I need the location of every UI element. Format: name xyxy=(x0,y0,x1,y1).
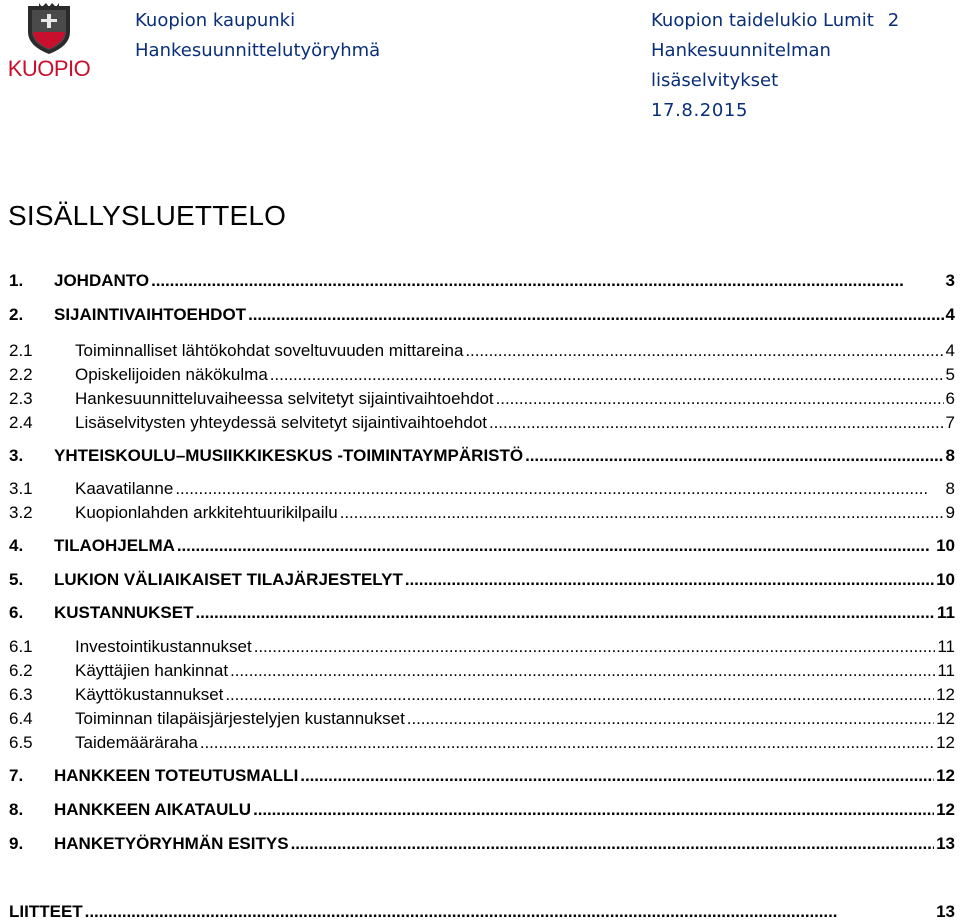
toc-entry-page: 12 xyxy=(936,685,955,704)
toc-entry-page: 4 xyxy=(945,305,955,324)
toc-entry-title: Hankesuunnitteluvaiheessa selvitetyt sijaintivaihtoehdot xyxy=(75,389,494,408)
toc-dot-leader xyxy=(177,536,934,556)
toc-entry-title: YHTEISKOULU–MUSIIKKIKESKUS -TOIMINTAYMPÄRISTÖ xyxy=(54,446,524,465)
toc-entry-title: Opiskelijoiden näkökulma xyxy=(75,365,268,384)
toc-dot-leader xyxy=(85,902,934,922)
toc-entry-title: TILAOHJELMA xyxy=(54,536,175,555)
toc-entry-title: Toiminnalliset lähtökohdat soveltuvuuden mittareina xyxy=(75,341,464,360)
header-left xyxy=(135,6,380,66)
toc-entry-title: Käyttökustannukset xyxy=(75,685,224,704)
toc-entry-page: 11 xyxy=(937,603,955,622)
toc-entry[interactable] xyxy=(9,305,955,327)
toc-dot-leader xyxy=(200,733,934,753)
toc-entry[interactable] xyxy=(9,637,955,659)
toc-dot-leader xyxy=(300,766,934,786)
toc-dot-leader xyxy=(407,709,934,729)
toc-entry-page: 12 xyxy=(936,709,955,728)
toc-dot-leader xyxy=(230,661,935,681)
toc-entry[interactable] xyxy=(9,341,955,363)
toc-entry-page: 11 xyxy=(937,661,955,680)
toc-dot-leader xyxy=(465,341,943,361)
toc-entry-page: 11 xyxy=(937,637,955,656)
toc-entry-number: 7. xyxy=(9,766,24,785)
toc-entry-number: 2.2 xyxy=(9,365,33,384)
toc-entry-page: 10 xyxy=(936,536,955,555)
toc-entry-title: HANKKEEN TOTEUTUSMALLI xyxy=(54,766,299,785)
organization-unit: Hankesuunnittelutyöryhmä xyxy=(135,40,381,61)
document-type-line2: lisäselvitykset xyxy=(651,70,779,91)
toc-entry[interactable] xyxy=(9,661,955,683)
toc-dot-leader xyxy=(225,685,934,705)
toc-dot-leader xyxy=(248,305,943,325)
toc-entry[interactable] xyxy=(9,603,955,625)
toc-dot-leader xyxy=(151,271,943,291)
toc-dot-leader xyxy=(405,570,934,590)
toc-entry-page: 6 xyxy=(945,389,955,408)
toc-entry-number: 2. xyxy=(9,305,24,324)
toc-entry-number: 9. xyxy=(9,834,24,853)
toc-entry-title: Kaavatilanne xyxy=(75,479,174,498)
toc-dot-leader xyxy=(195,603,935,623)
document-type-line1: Hankesuunnitelman xyxy=(651,40,831,61)
toc-dot-leader xyxy=(340,503,944,523)
toc-entry-title: Käyttäjien hankinnat xyxy=(75,661,229,680)
toc-entry-title: Kuopionlahden arkkitehtuurikilpailu xyxy=(75,503,338,522)
toc-entry[interactable] xyxy=(9,446,955,468)
toc-entry-page: 3 xyxy=(945,271,955,290)
toc-entry-number: 6. xyxy=(9,603,24,622)
toc-entry-number: 2.3 xyxy=(9,389,33,408)
toc-entry[interactable] xyxy=(9,733,955,755)
toc-entry[interactable] xyxy=(9,766,955,788)
toc-entry-number: 4. xyxy=(9,536,24,555)
toc-dot-leader xyxy=(254,637,936,657)
toc-entry[interactable] xyxy=(9,413,955,435)
toc-entry-page: 9 xyxy=(945,503,955,522)
toc-entry[interactable] xyxy=(9,389,955,411)
header-right xyxy=(651,6,899,126)
toc-entry-title: LIITTEET xyxy=(9,902,83,921)
toc-dot-leader xyxy=(291,834,935,854)
toc-entry-number: 6.2 xyxy=(9,661,33,680)
toc-entry-title: HANKETYÖRYHMÄN ESITYS xyxy=(54,834,289,853)
toc-entry-title: SIJAINTIVAIHTOEHDOT xyxy=(54,305,247,324)
document-date: 17.8.2015 xyxy=(651,100,749,121)
toc-entry[interactable] xyxy=(9,365,955,387)
toc-entry[interactable] xyxy=(9,800,955,822)
toc-entry-page: 4 xyxy=(945,341,955,360)
organization-name: Kuopion kaupunki xyxy=(135,10,296,31)
toc-dot-leader xyxy=(175,479,943,499)
toc-entry-number: 2.4 xyxy=(9,413,33,432)
toc-entry-number: 6.4 xyxy=(9,709,33,728)
toc-dot-leader xyxy=(496,389,944,409)
toc-entry-title: Toiminnan tilapäisjärjestelyjen kustannukset xyxy=(75,709,405,728)
toc-entry[interactable] xyxy=(9,479,955,501)
toc-entry-page: 5 xyxy=(945,365,955,384)
toc-entry-title: Lisäselvitysten yhteydessä selvitetyt sijaintivaihtoehdot xyxy=(75,413,487,432)
toc-dot-leader xyxy=(270,365,944,385)
toc-dot-leader xyxy=(253,800,934,820)
toc-title: SISÄLLYSLUETTELO xyxy=(8,200,287,231)
toc-entry-title: LUKION VÄLIAIKAISET TILAJÄRJESTELYT xyxy=(54,570,403,589)
toc-entry-page: 13 xyxy=(936,834,955,853)
toc-entry-title: Taidemääräraha xyxy=(75,733,198,752)
toc-entry-page: 13 xyxy=(936,902,955,921)
toc-entry-page: 12 xyxy=(936,733,955,752)
toc-dot-leader xyxy=(489,413,944,433)
document-project xyxy=(651,6,899,36)
toc-entry-page: 10 xyxy=(936,570,955,589)
toc-entry[interactable] xyxy=(9,902,955,924)
toc-entry-number: 8. xyxy=(9,800,24,819)
toc-entry-number: 3.1 xyxy=(9,479,33,498)
toc-entry[interactable] xyxy=(9,503,955,525)
toc-entry-page: 12 xyxy=(936,766,955,785)
toc-entry-number: 6.5 xyxy=(9,733,33,752)
toc-dot-leader xyxy=(525,446,943,466)
toc-entry-number: 1. xyxy=(9,271,24,290)
toc-entry-number: 6.1 xyxy=(9,637,33,656)
toc-entry[interactable] xyxy=(9,834,955,856)
toc-entry-page: 7 xyxy=(945,413,955,432)
toc-entry-title: KUSTANNUKSET xyxy=(54,603,194,622)
toc-entry-title: HANKKEEN AIKATAULU xyxy=(54,800,252,819)
toc-entry[interactable] xyxy=(9,271,955,293)
toc-entry-number: 3. xyxy=(9,446,24,465)
toc-entry-page: 12 xyxy=(936,800,955,819)
project-name: Kuopion taidelukio Lumit xyxy=(651,10,874,31)
toc-entry-title: JOHDANTO xyxy=(54,271,150,290)
toc-entry-number: 2.1 xyxy=(9,341,33,360)
page-number: 2 xyxy=(887,10,900,31)
toc-entry[interactable] xyxy=(9,536,955,558)
toc-entry[interactable] xyxy=(9,570,955,592)
toc-entry[interactable] xyxy=(9,709,955,731)
toc-entry-page: 8 xyxy=(945,446,955,465)
toc-entry-title: Investointikustannukset xyxy=(75,637,252,656)
toc-entry-number: 3.2 xyxy=(9,503,33,522)
toc-entry-number: 6.3 xyxy=(9,685,33,704)
toc-entry[interactable] xyxy=(9,685,955,707)
toc-entry-page: 8 xyxy=(945,479,955,498)
toc-entry-number: 5. xyxy=(9,570,24,589)
logo-wordmark: KUOPIO xyxy=(7,56,91,81)
kuopio-logo xyxy=(6,2,92,86)
